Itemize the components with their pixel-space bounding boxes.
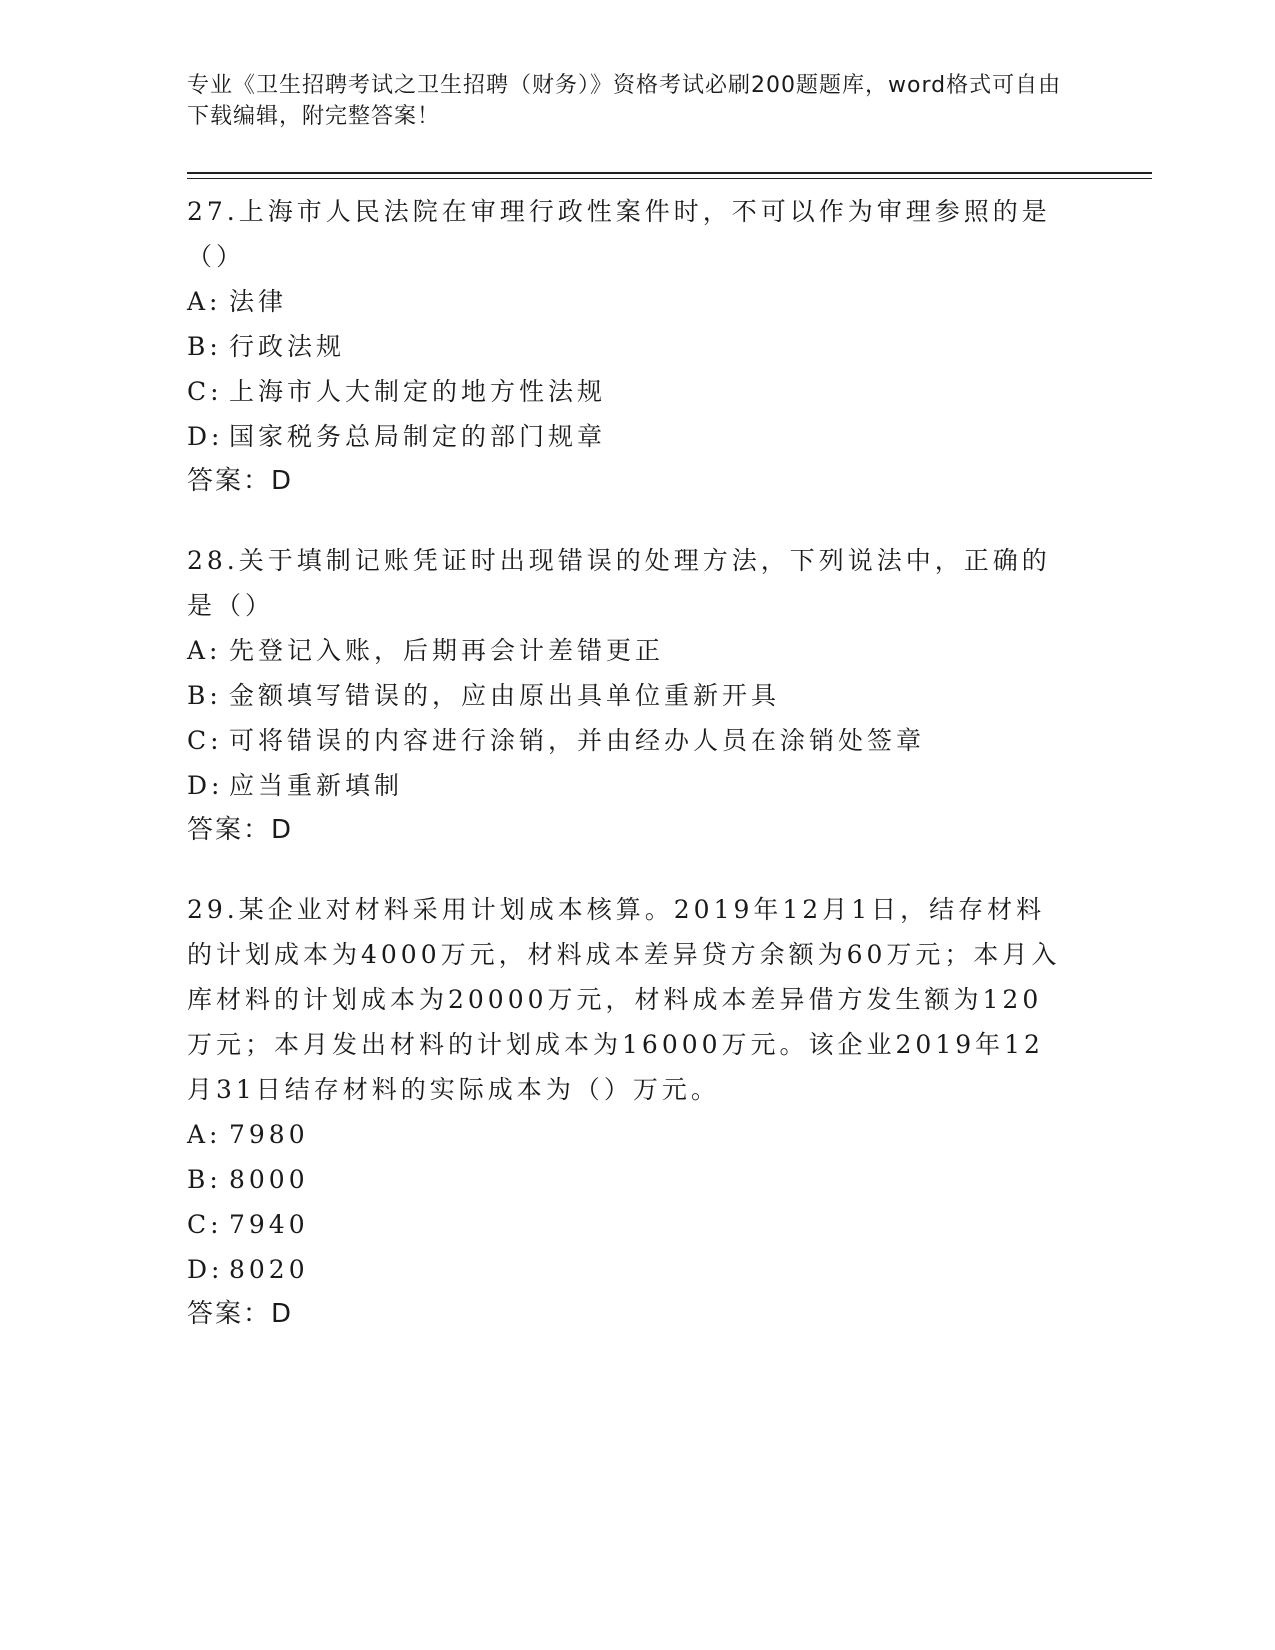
- option-b: [187, 1157, 1152, 1202]
- answer: 答案：D: [187, 815, 294, 845]
- option-key: B:: [187, 681, 222, 710]
- option-key: B:: [187, 1165, 222, 1194]
- option-d: [187, 1247, 1152, 1292]
- option-text: 8020: [229, 1255, 309, 1284]
- question-number: 29.: [187, 895, 239, 924]
- question-number: 28.: [187, 546, 239, 575]
- option-d: [187, 414, 1152, 459]
- answer: 答案：D: [187, 1299, 294, 1329]
- question-text: 上海市人民法院在审理行政性案件时，不可以作为审理参照的是（）: [187, 197, 1051, 271]
- option-text: 金额填写错误的，应由原出具单位重新开具: [229, 681, 781, 710]
- question-stem: [187, 538, 1067, 628]
- option-key: C:: [187, 377, 223, 406]
- option-c: [187, 718, 1152, 763]
- document-page: [187, 70, 1152, 1371]
- option-key: D:: [187, 771, 224, 800]
- option-key: B:: [187, 332, 222, 361]
- option-a: [187, 279, 1152, 324]
- option-key: A:: [187, 636, 222, 665]
- question-27: [187, 189, 1152, 504]
- option-b: [187, 673, 1152, 718]
- option-a: [187, 1112, 1152, 1157]
- option-b: [187, 324, 1152, 369]
- option-key: D:: [187, 422, 224, 451]
- option-text: 上海市人大制定的地方性法规: [229, 377, 607, 406]
- option-text: 可将错误的内容进行涂销，并由经办人员在涂销处签章: [229, 726, 926, 755]
- option-c: [187, 1202, 1152, 1247]
- question-number: 27.: [187, 197, 239, 226]
- question-text: 关于填制记账凭证时出现错误的处理方法，下列说法中，正确的是（）: [187, 546, 1051, 620]
- document-intro: 专业《卫生招聘考试之卫生招聘（财务）》资格考试必刷200题题库，word格式可自由下载编辑，附完整答案！: [187, 73, 1062, 129]
- question-stem: [187, 189, 1067, 279]
- option-text: 行政法规: [229, 332, 346, 361]
- question-28: [187, 538, 1152, 853]
- option-key: C:: [187, 726, 223, 755]
- option-text: 7940: [229, 1210, 309, 1239]
- option-text: 法律: [229, 287, 288, 316]
- option-text: 7980: [229, 1120, 309, 1149]
- header-divider: [187, 172, 1152, 179]
- option-key: A:: [187, 1120, 222, 1149]
- answer: 答案：D: [187, 466, 294, 496]
- question-29: [187, 887, 1152, 1337]
- option-key: C:: [187, 1210, 223, 1239]
- option-text: 国家税务总局制定的部门规章: [229, 422, 607, 451]
- option-key: A:: [187, 287, 222, 316]
- option-a: [187, 628, 1152, 673]
- option-text: 8000: [229, 1165, 309, 1194]
- option-text: 应当重新填制: [229, 771, 404, 800]
- option-d: [187, 763, 1152, 808]
- option-key: D:: [187, 1255, 224, 1284]
- option-c: [187, 369, 1152, 414]
- question-text: 某企业对材料采用计划成本核算。2019年12月1日，结存材料的计划成本为4000万元，材料成本差异贷方余额为60万元；本月入库材料的计划成本为20000万元，材料成本差异借方发生额为120万元；本月发出材料的计划成本为16000万元。该企业2019年12月31日结存材料的实际成本为（）万元。: [187, 895, 1061, 1104]
- option-text: 先登记入账，后期再会计差错更正: [229, 636, 665, 665]
- question-stem: [187, 887, 1067, 1112]
